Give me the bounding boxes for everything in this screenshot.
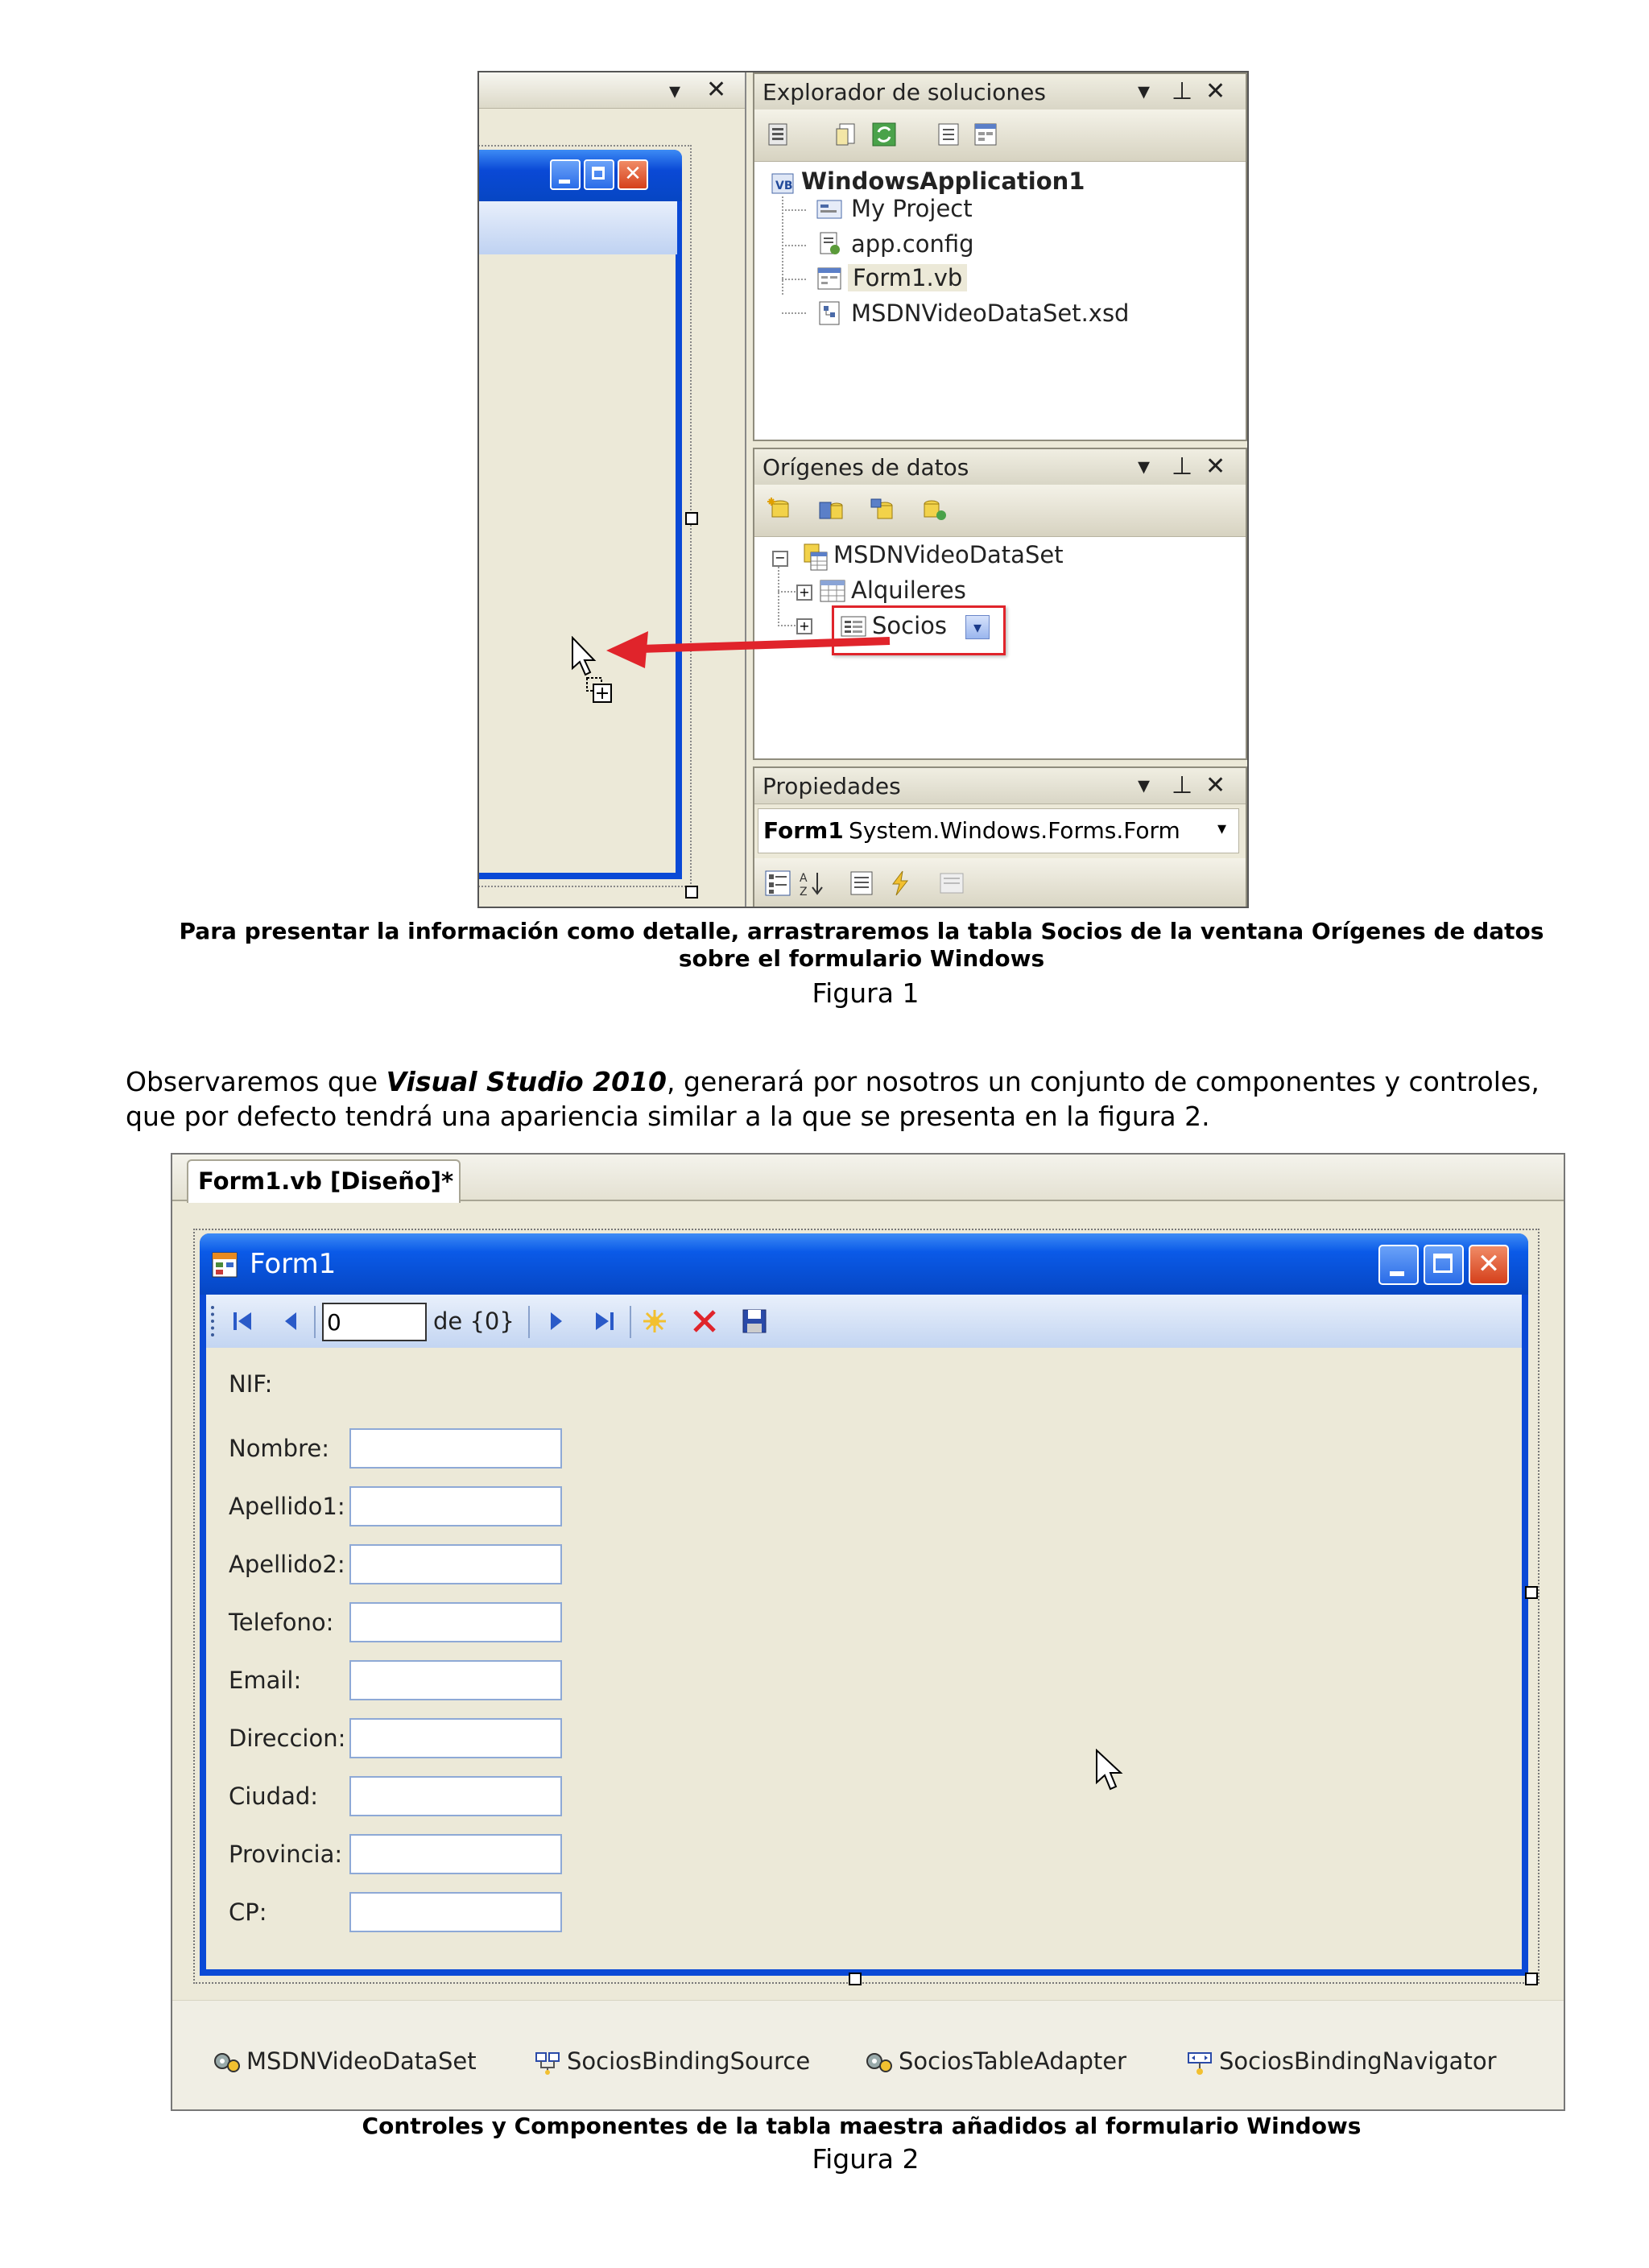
close-icon[interactable]: ✕: [706, 76, 727, 104]
close-button[interactable]: ✕: [1469, 1245, 1509, 1285]
component-binding-navigator[interactable]: [1185, 2047, 1497, 2076]
direccion-textbox[interactable]: [349, 1718, 562, 1758]
svg-text:VB: VB: [775, 180, 793, 192]
close-icon[interactable]: ✕: [1205, 771, 1226, 799]
tree-item-xsd[interactable]: MSDNVideoDataSet.xsd: [851, 300, 1130, 327]
form-file-icon: [816, 266, 843, 291]
resize-handle[interactable]: [685, 886, 698, 899]
edit-dataset-designer-icon[interactable]: [817, 496, 845, 523]
add-data-source-icon[interactable]: [766, 496, 793, 523]
tree-connector: [782, 209, 806, 211]
form1-title: Form1: [250, 1248, 337, 1280]
close-icon[interactable]: ✕: [1205, 452, 1226, 481]
property-pages-icon[interactable]: [848, 870, 875, 897]
figure-1-label: Figura 1: [812, 977, 920, 1009]
chevron-down-icon[interactable]: ▾: [669, 77, 681, 104]
properties-icon[interactable]: [766, 121, 793, 148]
save-icon[interactable]: [741, 1308, 768, 1335]
vb-project-icon: [769, 169, 796, 196]
chevron-down-icon[interactable]: ▾: [1217, 819, 1227, 839]
figure-1: [477, 71, 1249, 908]
position-value: 0: [327, 1309, 341, 1336]
binding-navigator-toolbar: [206, 1295, 1522, 1349]
label-ciudad: Ciudad:: [229, 1783, 319, 1810]
move-last-icon[interactable]: [591, 1308, 618, 1335]
data-sources-header: [754, 449, 1246, 485]
component-dataset-label: MSDNVideoDataSet: [246, 2047, 477, 2075]
paragraph-intro: Observaremos que: [126, 1066, 386, 1097]
gear-icon: [865, 2050, 894, 2076]
tree-item-form1[interactable]: Form1.vb: [848, 264, 967, 291]
form-icon: [211, 1251, 238, 1279]
cp-textbox[interactable]: [349, 1892, 562, 1932]
component-dataset[interactable]: [213, 2047, 477, 2076]
solution-explorer-header: [754, 74, 1246, 110]
toolbar-separator: [630, 1306, 631, 1338]
data-sources-title: Orígenes de datos: [763, 454, 969, 481]
designer-header: [479, 72, 745, 109]
mouse-cursor-icon: [1095, 1749, 1124, 1794]
designer-area: [479, 72, 746, 907]
form1-window[interactable]: [200, 1233, 1528, 1976]
events-icon[interactable]: [886, 870, 914, 897]
binding-source-icon: [533, 2050, 562, 2076]
gear-icon: [213, 2050, 242, 2076]
label-nombre: Nombre:: [229, 1435, 329, 1462]
pin-icon[interactable]: ⊥: [1172, 452, 1193, 481]
toolbar-separator: [314, 1306, 316, 1338]
move-next-icon[interactable]: [543, 1308, 570, 1335]
minimize-button[interactable]: [550, 159, 581, 190]
apellido2-textbox[interactable]: [349, 1544, 562, 1584]
collapse-toggle[interactable]: −: [772, 551, 788, 567]
right-tool-column: [753, 72, 1247, 907]
tree-connector: [782, 245, 806, 246]
tree-connector: [782, 279, 806, 280]
delete-icon[interactable]: [691, 1308, 718, 1335]
tree-connector: [782, 312, 806, 314]
form1-titlebar: [200, 1233, 1528, 1295]
label-cp: CP:: [229, 1898, 267, 1926]
pin-icon[interactable]: ⊥: [1172, 77, 1193, 105]
toolbar-grip[interactable]: [211, 1306, 217, 1336]
properties-header: [754, 768, 1246, 804]
resize-handle[interactable]: [849, 1973, 862, 1985]
figure-2-label: Figura 2: [812, 2143, 920, 2175]
svg-text:Z: Z: [800, 886, 808, 897]
figure-2: [171, 1153, 1565, 2111]
object-type: System.Windows.Forms.Form: [849, 817, 1180, 844]
table-socios[interactable]: Socios: [872, 612, 948, 639]
refresh-icon[interactable]: [870, 121, 898, 148]
component-table-adapter[interactable]: [865, 2047, 1126, 2076]
form-window-partial[interactable]: [477, 150, 682, 879]
resize-handle[interactable]: [685, 512, 698, 525]
label-apellido2: Apellido2:: [229, 1551, 345, 1578]
nombre-textbox[interactable]: [349, 1428, 562, 1469]
properties-title: Propiedades: [763, 773, 901, 799]
dataset-icon: [801, 543, 829, 572]
count-label: de {0}: [433, 1308, 515, 1335]
component-table-adapter-label: SociosTableAdapter: [899, 2047, 1127, 2075]
provincia-textbox[interactable]: [349, 1834, 562, 1874]
table-alquileres[interactable]: Alquileres: [851, 576, 966, 604]
drag-arrow: [600, 620, 898, 676]
label-nif: NIF:: [229, 1370, 273, 1398]
data-sources-panel: [753, 448, 1247, 760]
ciudad-textbox[interactable]: [349, 1776, 562, 1816]
property-pages-disabled-icon[interactable]: [938, 870, 965, 897]
expand-toggle[interactable]: +: [796, 585, 812, 601]
form-client-area: [477, 254, 676, 873]
view-code-icon[interactable]: [935, 121, 962, 148]
my-project-icon: [816, 196, 843, 222]
view-designer-icon[interactable]: [972, 121, 999, 148]
project-name[interactable]: WindowsApplication1: [801, 167, 1085, 195]
component-binding-source[interactable]: [533, 2047, 810, 2076]
resize-handle[interactable]: [1525, 1586, 1538, 1599]
component-binding-navigator-label: SociosBindingNavigator: [1219, 2047, 1497, 2075]
tab-label: Form1.vb [Diseño]*: [198, 1167, 454, 1195]
label-apellido1: Apellido1:: [229, 1493, 345, 1520]
alphabetical-icon[interactable]: [798, 870, 825, 897]
apellido1-textbox[interactable]: [349, 1486, 562, 1526]
tab-form1-design[interactable]: [187, 1159, 461, 1203]
solution-explorer-toolbar: [754, 109, 1246, 162]
chevron-down-icon[interactable]: ▾: [1138, 771, 1151, 799]
dataset-name[interactable]: MSDNVideoDataSet: [833, 541, 1064, 568]
label-email: Email:: [229, 1667, 302, 1694]
move-first-icon[interactable]: [229, 1308, 256, 1335]
categorized-icon[interactable]: [764, 870, 791, 897]
refresh-data-icon[interactable]: [920, 496, 948, 523]
svg-text:A: A: [800, 872, 808, 885]
tree-item-my-project[interactable]: My Project: [851, 195, 973, 222]
tree-connector: [778, 591, 796, 593]
product-name: Visual Studio 2010: [386, 1066, 667, 1097]
solution-explorer-panel: [753, 72, 1247, 441]
minimize-button[interactable]: [1378, 1245, 1419, 1285]
component-tray: [172, 2000, 1564, 2110]
tree-connector: [778, 567, 779, 626]
maximize-button[interactable]: [584, 159, 614, 190]
label-provincia: Provincia:: [229, 1840, 343, 1868]
form-menu-strip: [477, 201, 677, 254]
data-sources-toolbar: [754, 485, 1246, 537]
expand-toggle[interactable]: +: [796, 618, 812, 634]
component-binding-source-label: SociosBindingSource: [567, 2047, 811, 2075]
body-paragraph: [126, 1064, 1575, 1134]
configure-dataset-icon[interactable]: [869, 496, 896, 523]
telefono-textbox[interactable]: [349, 1602, 562, 1642]
show-all-files-icon[interactable]: [833, 121, 861, 148]
position-input[interactable]: [322, 1303, 427, 1341]
maximize-button[interactable]: [1424, 1245, 1464, 1285]
label-direccion: Direccion:: [229, 1725, 346, 1752]
figure-2-caption: Controles y Componentes de la tabla maestra añadidos al formulario Windows: [362, 2113, 1362, 2139]
move-previous-icon[interactable]: [277, 1308, 304, 1335]
socios-dropdown-button[interactable]: ▾: [965, 615, 990, 639]
add-new-icon[interactable]: [641, 1308, 668, 1335]
tree-item-app-config[interactable]: app.config: [851, 230, 974, 258]
config-file-icon: [816, 230, 843, 258]
toolbar-separator: [528, 1306, 530, 1338]
table-icon: [819, 578, 846, 604]
paragraph-rest: , generará por nosotros un conjunto de componentes y controles, que por defecto tendrá una apariencia similar a la que se presenta en la figura 2.: [126, 1066, 1539, 1132]
close-icon[interactable]: ✕: [1205, 77, 1226, 105]
dataset-schema-icon: [816, 300, 843, 327]
close-button[interactable]: ✕: [618, 159, 648, 190]
label-telefono: Telefono:: [229, 1609, 334, 1636]
binding-navigator-icon: [1185, 2050, 1214, 2076]
object-selector[interactable]: [758, 808, 1239, 853]
figure-1-caption: Para presentar la información como detalle, arrastraremos la tabla Socios de la ventana Orígenes de datos sobre el formulario Windows: [179, 918, 1544, 972]
resize-handle[interactable]: [1525, 1973, 1538, 1985]
object-name: Form1: [763, 817, 844, 844]
properties-toolbar: [754, 858, 1246, 908]
form1-client-area: [206, 1348, 1522, 1969]
email-textbox[interactable]: [349, 1660, 562, 1700]
pin-icon[interactable]: ⊥: [1172, 771, 1193, 799]
solution-explorer-title: Explorador de soluciones: [763, 79, 1046, 105]
properties-panel: [753, 766, 1247, 908]
chevron-down-icon[interactable]: ▾: [1138, 77, 1151, 105]
chevron-down-icon[interactable]: ▾: [1138, 452, 1151, 481]
